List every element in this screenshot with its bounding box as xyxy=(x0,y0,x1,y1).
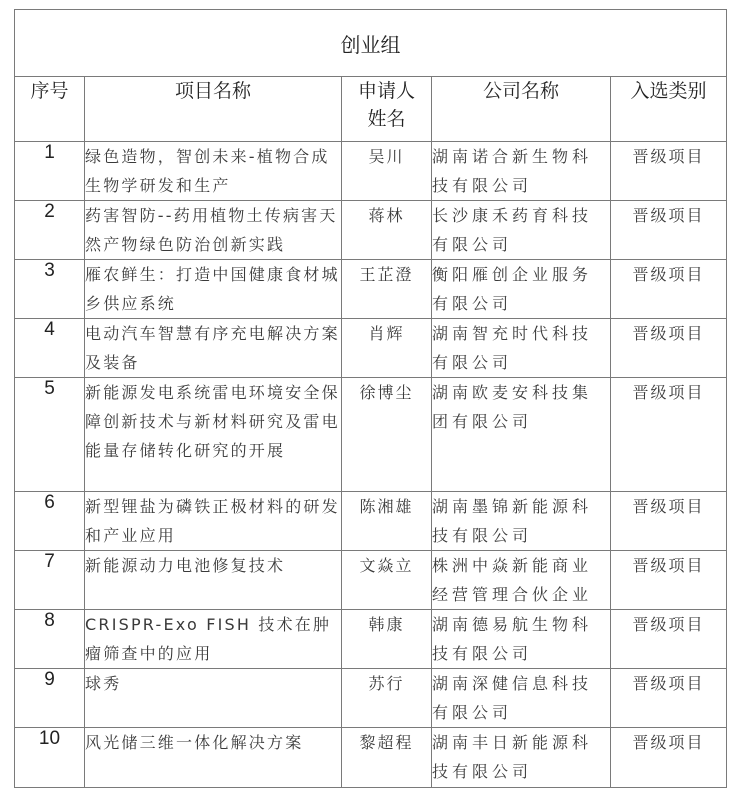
cell-applicant: 王芷澄 xyxy=(342,260,432,319)
table-row xyxy=(15,669,727,728)
cell-applicant: 黎超程 xyxy=(342,728,432,788)
header-applicant xyxy=(342,77,432,142)
cell-index: 7 xyxy=(15,551,85,610)
cell-category: 晋级项目 xyxy=(611,669,727,728)
cell-project: 电动汽车智慧有序充电解决方案及装备 xyxy=(85,319,342,378)
cell-category: 晋级项目 xyxy=(611,551,727,610)
table-row xyxy=(15,492,727,551)
cell-applicant: 陈湘雄 xyxy=(342,492,432,551)
cell-index: 5 xyxy=(15,378,85,492)
table-row xyxy=(15,319,727,378)
cell-company: 湖南深健信息科技有限公司 xyxy=(432,669,611,728)
cell-category: 晋级项目 xyxy=(611,142,727,201)
cell-project: 药害智防--药用植物土传病害天然产物绿色防治创新实践 xyxy=(85,201,342,260)
header-company: 公司名称 xyxy=(432,77,611,142)
table-row xyxy=(15,142,727,201)
cell-company: 湖南智充时代科技有限公司 xyxy=(432,319,611,378)
table-row xyxy=(15,260,727,319)
cell-index: 10 xyxy=(15,728,85,788)
cell-company: 湖南德易航生物科技有限公司 xyxy=(432,610,611,669)
cell-category: 晋级项目 xyxy=(611,610,727,669)
cell-project: 雁农鲜生：打造中国健康食材城乡供应系统 xyxy=(85,260,342,319)
cell-company: 株洲中焱新能商业经营管理合伙企业 xyxy=(432,551,611,610)
cell-project: 风光储三维一体化解决方案 xyxy=(85,728,342,788)
cell-applicant: 蒋林 xyxy=(342,201,432,260)
cell-applicant: 肖辉 xyxy=(342,319,432,378)
cell-index: 8 xyxy=(15,610,85,669)
cell-company: 湖南欧麦安科技集团有限公司 xyxy=(432,378,611,492)
cell-project: 新能源动力电池修复技术 xyxy=(85,551,342,610)
cell-index: 9 xyxy=(15,669,85,728)
table-row xyxy=(15,551,727,610)
table-row xyxy=(15,610,727,669)
table-row xyxy=(15,378,727,492)
cell-applicant: 韩康 xyxy=(342,610,432,669)
header-index: 序号 xyxy=(15,77,85,142)
header-applicant-label: 申请人姓名 xyxy=(357,80,415,130)
cell-company: 湖南墨锦新能源科技有限公司 xyxy=(432,492,611,551)
cell-project: 新型锂盐为磷铁正极材料的研发和产业应用 xyxy=(85,492,342,551)
cell-applicant: 文焱立 xyxy=(342,551,432,610)
results-table xyxy=(14,9,727,788)
cell-category: 晋级项目 xyxy=(611,378,727,492)
cell-project: CRISPR-Exo FISH 技术在肿瘤筛查中的应用 xyxy=(85,610,342,669)
cell-applicant: 徐博尘 xyxy=(342,378,432,492)
cell-category: 晋级项目 xyxy=(611,260,727,319)
cell-index: 1 xyxy=(15,142,85,201)
cell-index: 2 xyxy=(15,201,85,260)
cell-company: 湖南诺合新生物科技有限公司 xyxy=(432,142,611,201)
table-row xyxy=(15,728,727,788)
cell-category: 晋级项目 xyxy=(611,728,727,788)
cell-applicant: 苏行 xyxy=(342,669,432,728)
cell-company: 衡阳雁创企业服务有限公司 xyxy=(432,260,611,319)
cell-project: 新能源发电系统雷电环境安全保障创新技术与新材料研究及雷电能量存储转化研究的开展 xyxy=(85,378,342,492)
cell-category: 晋级项目 xyxy=(611,319,727,378)
table-row xyxy=(15,201,727,260)
cell-project: 绿色造物，智创未来-植物合成生物学研发和生产 xyxy=(85,142,342,201)
header-project: 项目名称 xyxy=(85,77,342,142)
cell-index: 6 xyxy=(15,492,85,551)
cell-index: 3 xyxy=(15,260,85,319)
cell-category: 晋级项目 xyxy=(611,492,727,551)
cell-company: 长沙康禾药育科技有限公司 xyxy=(432,201,611,260)
cell-applicant: 吴川 xyxy=(342,142,432,201)
cell-category: 晋级项目 xyxy=(611,201,727,260)
cell-company: 湖南丰日新能源科技有限公司 xyxy=(432,728,611,788)
table-title: 创业组 xyxy=(15,10,727,77)
header-row xyxy=(15,77,727,142)
cell-project: 球秀 xyxy=(85,669,342,728)
cell-index: 4 xyxy=(15,319,85,378)
header-category: 入选类别 xyxy=(611,77,727,142)
